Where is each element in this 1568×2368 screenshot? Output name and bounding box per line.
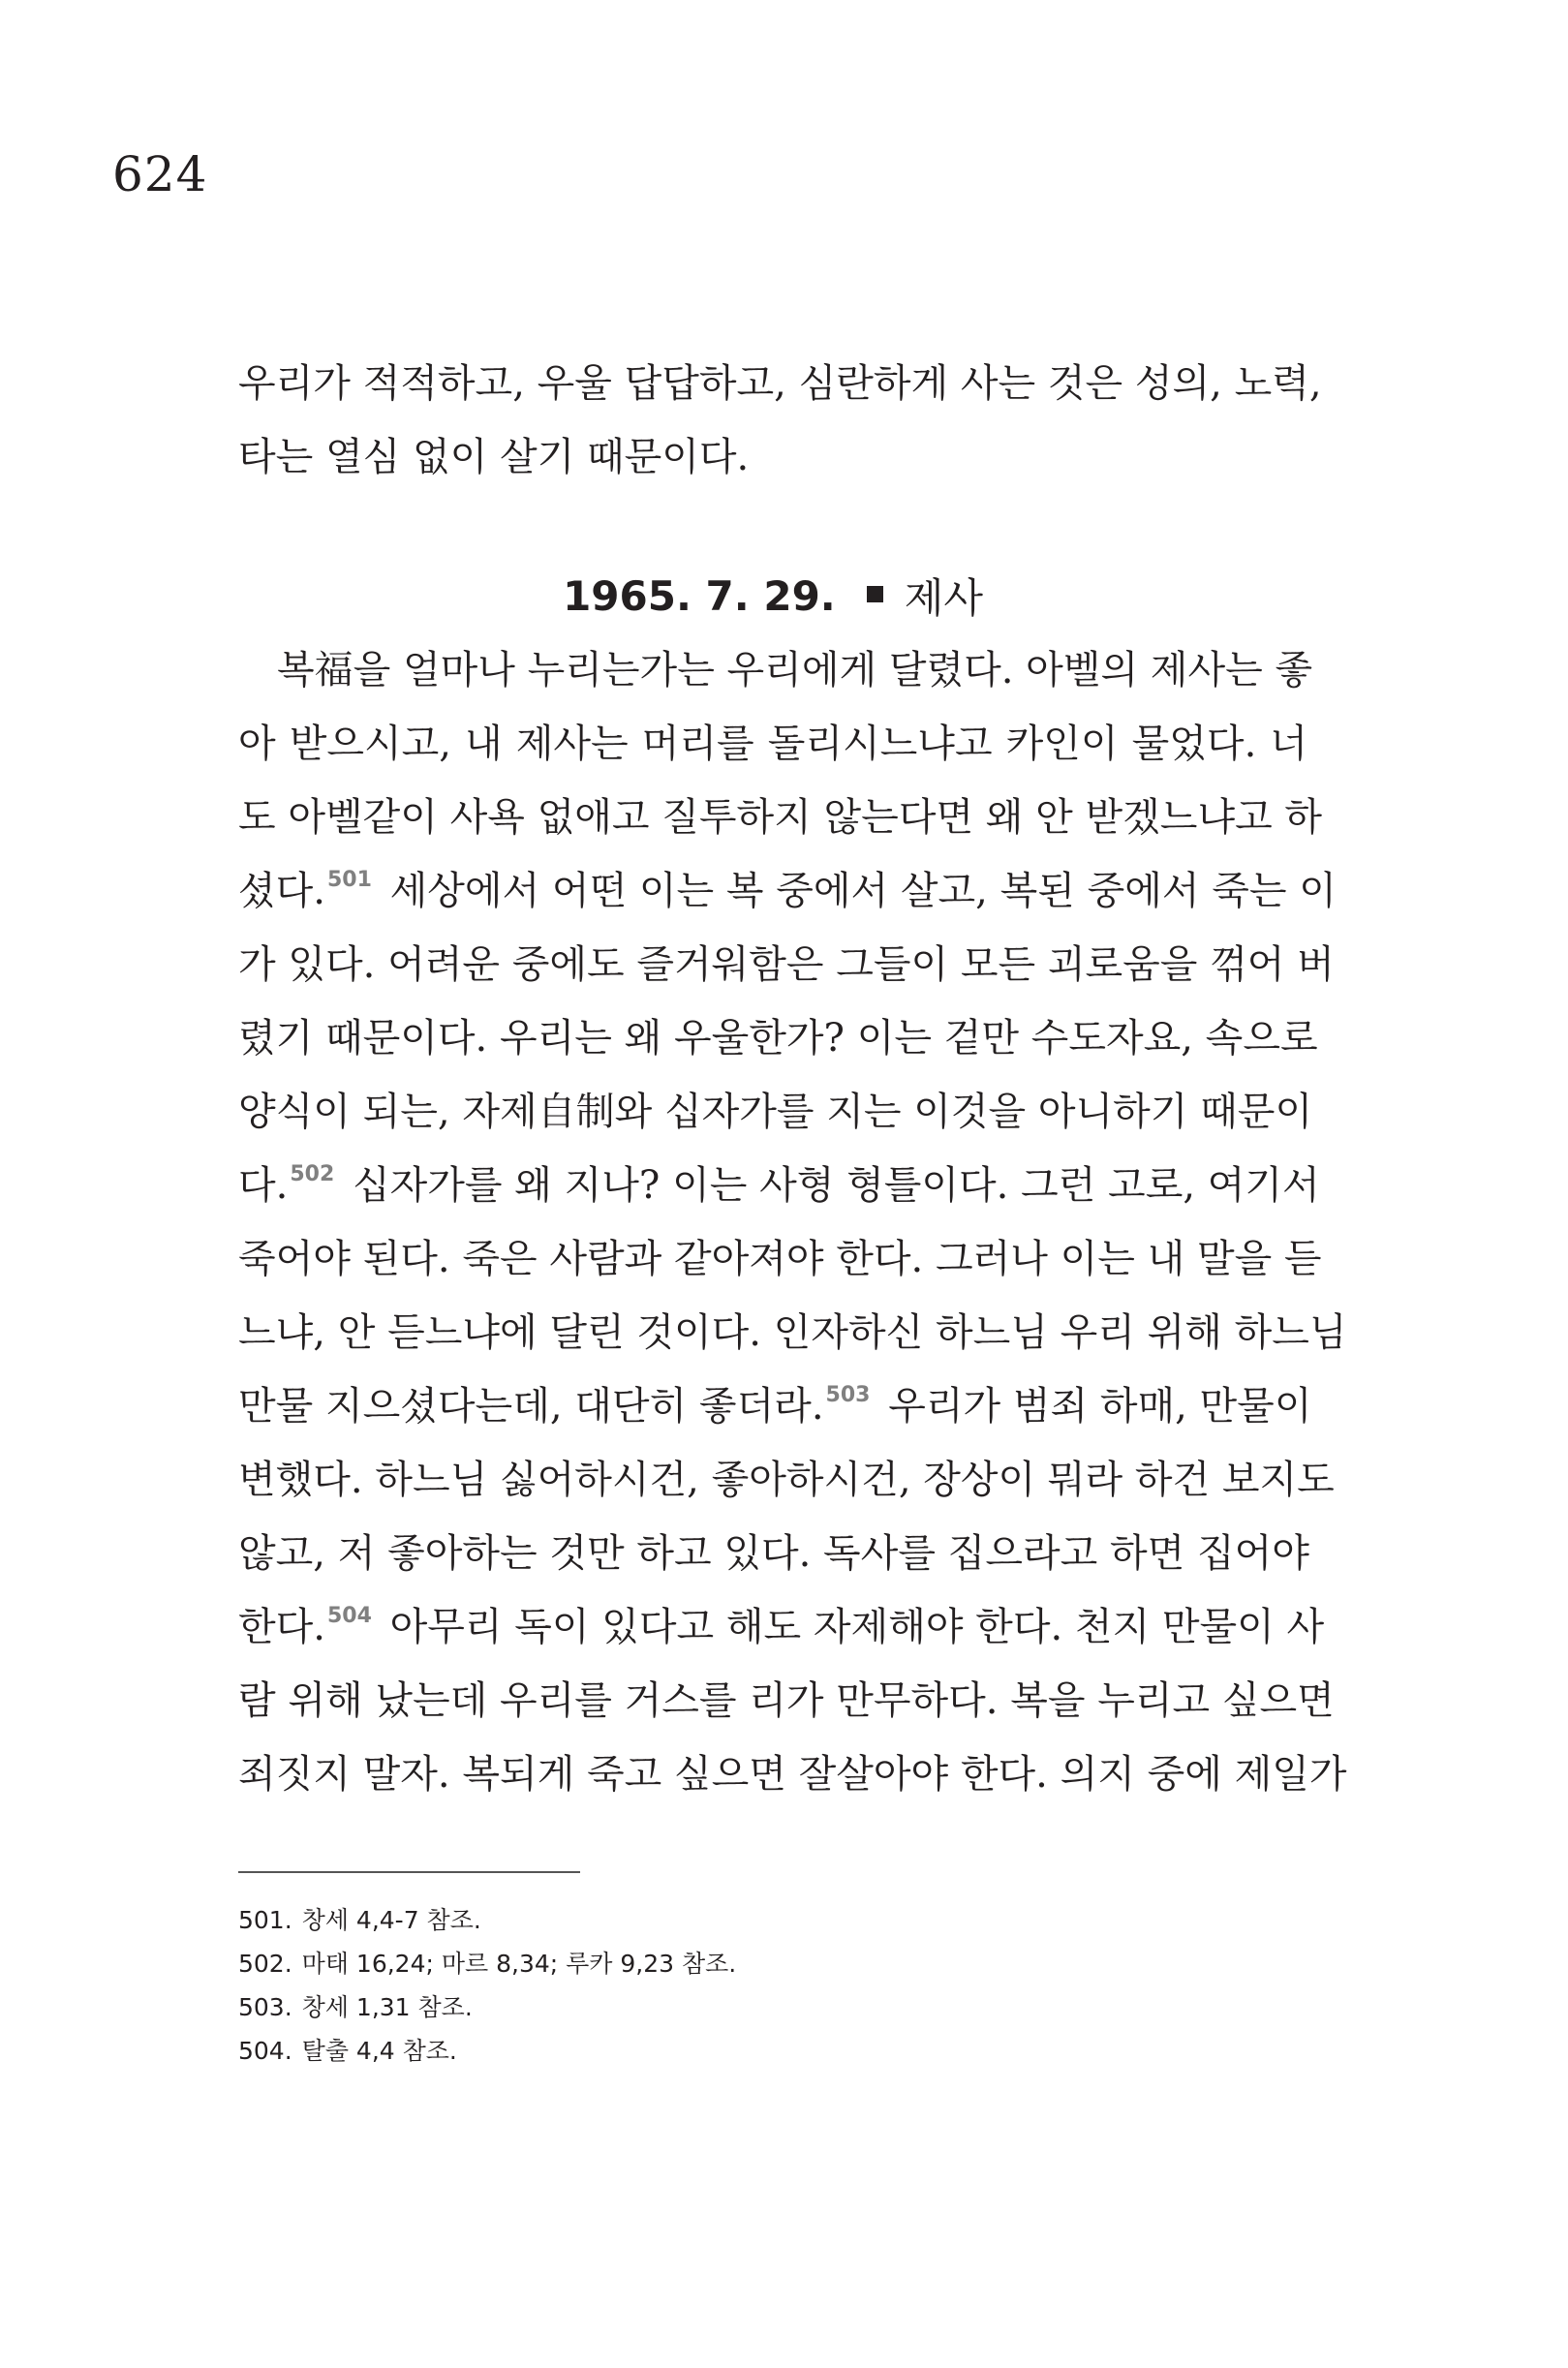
text-line: 렸기 때문이다. 우리는 왜 우울한가? 이는 겉만 수도자요, 속으로 [238, 1016, 1318, 1061]
footnote-item [238, 1985, 736, 2029]
text-line: 타는 열심 없이 살기 때문이다. [238, 435, 750, 479]
section-title: 제사 [904, 574, 983, 622]
text-line: 죽어야 된다. 죽은 사람과 같아져야 한다. 그러나 이는 내 말을 듣 [238, 1237, 1322, 1281]
footnote-reference: 502 [290, 1162, 335, 1186]
text-line: 않고, 저 좋아하는 것만 하고 있다. 독사를 집으라고 하면 집어야 [238, 1531, 1309, 1576]
footnote-item [238, 2029, 736, 2073]
text-line: 우리가 적적하고, 우울 답답하고, 심란하게 사는 것은 성의, 노력, [238, 361, 1322, 406]
text-line: 변했다. 하느님 싫어하시건, 좋아하시건, 장상이 뭐라 하건 보지도 [238, 1458, 1335, 1502]
footnote-divider [238, 1871, 580, 1873]
text-line: 복福을 얼마나 누리는가는 우리에게 달렸다. 아벨의 제사는 좋 [238, 648, 1313, 692]
text-segment: 아무리 독이 있다고 해도 자제해야 한다. 천지 만물이 사 [377, 1605, 1325, 1649]
footnote-item [238, 1898, 736, 1942]
footnote-text: 마태 16,24; 마르 8,34; 루카 9,23 참조. [301, 1950, 737, 1978]
footnote-text: 창세 1,31 참조. [301, 1993, 473, 2021]
intro-paragraph [238, 347, 1322, 494]
text-line: 도 아벨같이 사욕 없애고 질투하지 않는다면 왜 안 받겠느냐고 하 [238, 795, 1323, 840]
text-line: 느냐, 안 듣느냐에 달린 것이다. 인자하신 하느님 우리 위해 하느님 [238, 1310, 1347, 1355]
section-date: 1965. 7. 29. [563, 571, 836, 620]
footnote-number: 501. [238, 1906, 292, 1934]
footnote-item [238, 1942, 736, 1985]
footnote-number: 502. [238, 1950, 292, 1978]
text-line: 아 받으시고, 내 제사는 머리를 돌리시느냐고 카인이 물었다. 너 [238, 722, 1307, 766]
footnote-reference: 501 [327, 868, 372, 892]
text-segment: 셨다. [238, 869, 325, 913]
footnote-text: 탈출 4,4 참조. [301, 2037, 457, 2065]
text-segment: 한다. [238, 1605, 325, 1649]
footnote-text: 창세 4,4-7 참조. [301, 1906, 481, 1934]
text-line: 가 있다. 어려운 중에도 즐거워함은 그들이 모든 괴로움을 꺾어 버 [238, 942, 1335, 987]
footnote-reference: 504 [327, 1604, 372, 1628]
text-line: 죄짓지 말자. 복되게 죽고 싶으면 잘살아야 한다. 의지 중에 제일가 [238, 1752, 1347, 1797]
section-heading [238, 562, 1307, 630]
text-segment: 만물 지으셨다는데, 대단히 좋더라. [238, 1384, 824, 1429]
text-line [238, 1369, 1312, 1443]
text-line [238, 1590, 1325, 1664]
text-segment: 십자가를 왜 지나? 이는 사형 형틀이다. 그런 고로, 여기서 [340, 1163, 1320, 1208]
footnote-number: 503. [238, 1993, 292, 2021]
text-segment: 다. [238, 1163, 289, 1208]
text-line: 람 위해 났는데 우리를 거스를 리가 만무하다. 복을 누리고 싶으면 [238, 1678, 1335, 1723]
text-segment: 세상에서 어떤 이는 복 중에서 살고, 복된 중에서 죽는 이 [377, 869, 1337, 913]
page-number: 624 [112, 146, 208, 202]
square-bullet-icon [867, 586, 883, 602]
main-paragraph [238, 633, 1347, 1811]
text-line [238, 854, 1337, 928]
footnote-number: 504. [238, 2037, 292, 2065]
footnotes [238, 1898, 736, 2073]
text-segment: 우리가 범죄 하매, 만물이 [876, 1384, 1312, 1429]
text-line [238, 1149, 1320, 1222]
text-line: 양식이 되는, 자제自制와 십자가를 지는 이것을 아니하기 때문이 [238, 1090, 1313, 1134]
footnote-reference: 503 [825, 1383, 871, 1407]
